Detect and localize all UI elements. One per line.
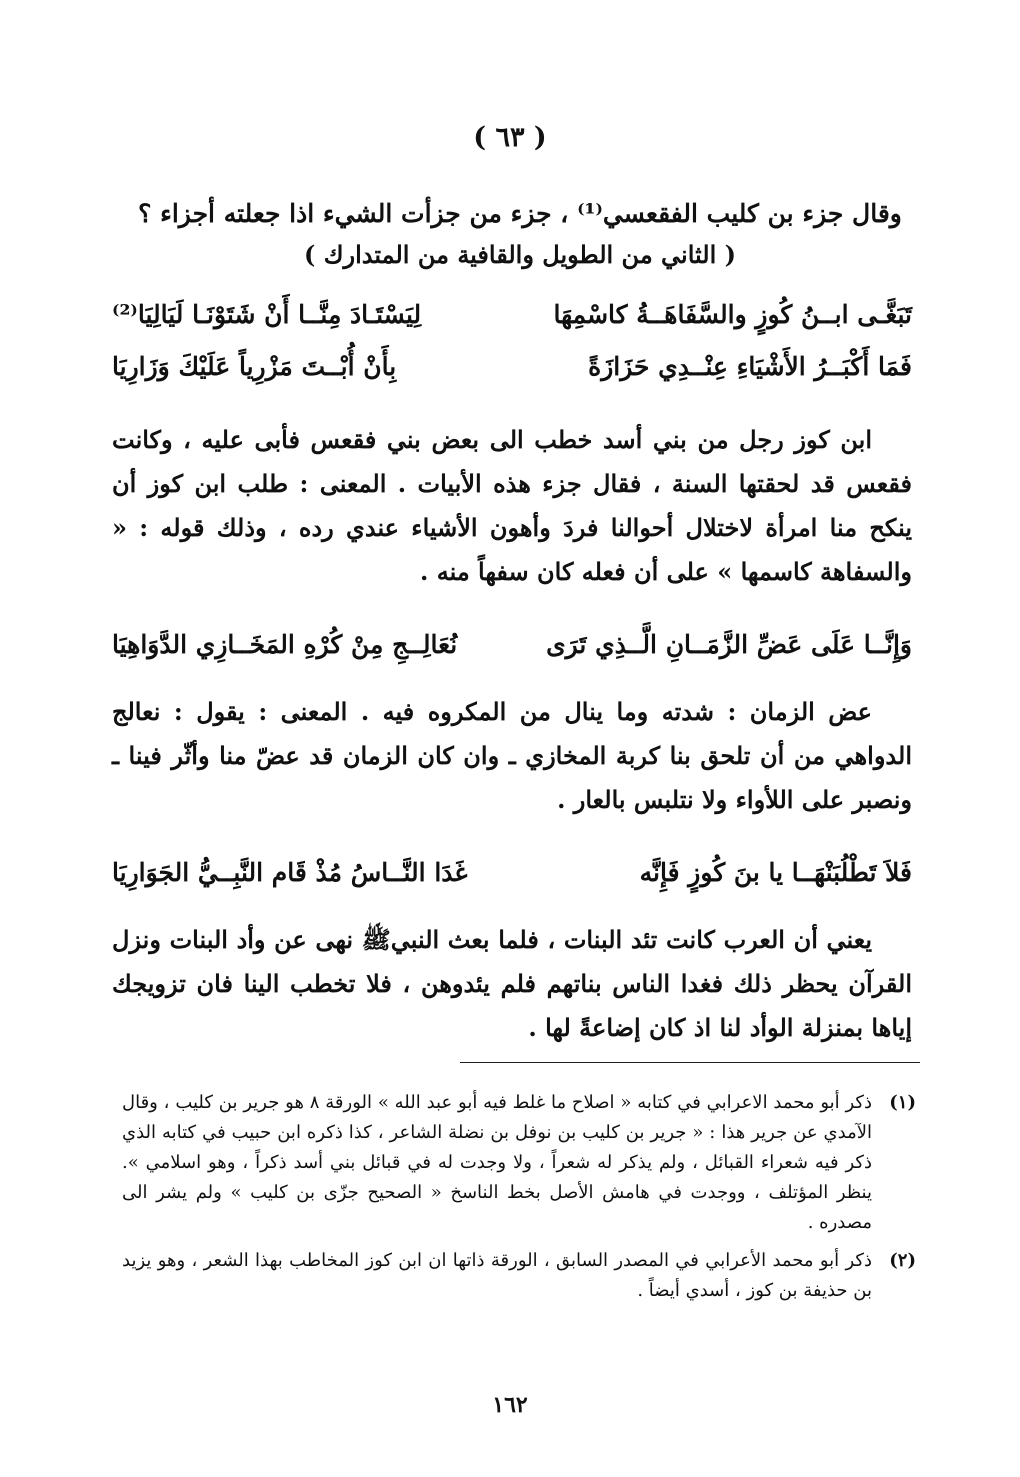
footnotes <box>122 1088 916 1314</box>
verse-4-second-hemistich: غَدَا النَّــاسُ مُذْ قَام النَّبِــيُّ الجَوَارِيَا <box>112 858 468 887</box>
commentary-paragraph-1 <box>112 418 912 594</box>
footnote-marker: (٢) <box>889 1250 916 1271</box>
commentary-text: ابن كوز رجل من بني أسد خطب الى بعض بني فقعس فأبى عليه ، وكانت فقعس قد لحقتها السنة ، فقال جزء هذه الأبيات . المعنى : طلب ابن كوز أن ينكح منا امرأة لاختلال أحوالنا فردَ وأهون الأشياء عندي رده ، وذلك قوله : « والسفاهة كاسمها » على أن فعله كان سفهاً منه . <box>112 425 913 586</box>
footnote-1 <box>122 1088 916 1238</box>
commentary-paragraph-3 <box>112 918 912 1050</box>
section-number: ( ٦٣ ) <box>473 122 547 153</box>
verse-3-first-hemistich: وَإِنَّــا عَلَى عَضِّ الزَّمَــانِ الَّــذِي تَرَى <box>546 630 912 659</box>
commentary-paragraph-2 <box>112 690 912 822</box>
verse-1-second-hemistich: لِيَسْتَـادَ مِنَّــا أَنْ شَتَوْنَـا لَيَالِيَا⁽²⁾ <box>112 300 422 329</box>
footnote-2 <box>122 1246 916 1306</box>
verse-1 <box>112 300 912 344</box>
page-number: ١٦٢ <box>492 1392 528 1418</box>
verse-2-second-hemistich: بِأَنْ أُبْــتَ مَزْرِياً عَلَيْكَ وَزَارِيَا <box>112 352 397 381</box>
commentary-text: عض الزمان : شدته وما ينال من المكروه فيه . المعنى : يقول : نعالج الدواهي من أن تلحق بنا كربة المخازي ـ وان كان الزمان قد عضّ منا وأثّر فينا ـ ونصبر على اللأواء ولا نتلبس بالعار . <box>112 697 912 814</box>
verse-1-first-hemistich: تَبَغَّـى ابــنُ كُوزٍ والسَّفَاهَــةُ كاسْمِهَا <box>553 300 912 329</box>
footnote-text: ذكر أبو محمد الأعرابي في المصدر السابق ، الورقة ذاتها ان ابن كوز المخاطب بهذا الشعر ، وهو يزيد بن حذيفة بن كوز ، أسدي أيضاً . <box>122 1250 872 1301</box>
footnote-marker: (١) <box>889 1092 916 1113</box>
footnote-divider <box>460 1062 920 1063</box>
verse-3-second-hemistich: نُعَالِــجِ مِنْ كُرْهِ المَخَــازِي الدَّوَاهِيَا <box>112 630 458 659</box>
commentary-text: يعني أن العرب كانت تئد البنات ، فلما بعث النبيﷺ نهى عن وأد البنات ونزل القرآن يحظر ذلك فغدا الناس بناتهم فلم يئدوهن ، فلا تخطب الينا فان تزويجك إياها بمنزلة الوأد لنا اذ كان إضاعةً لها . <box>112 925 912 1042</box>
poem-introduction: وقال جزء بن كليب الفقعسي⁽¹⁾ ، جزء من جزأت الشيء اذا جعلته أجزاء ؟ <box>138 199 902 228</box>
verse-4-first-hemistich: فَلاَ تَطْلُبَنْهَــا يا بنَ كُوزٍ فَإِنَّه <box>639 858 912 887</box>
verse-4 <box>112 858 912 902</box>
footnote-text: ذكر أبو محمد الاعرابي في كتابه « اصلاح ما غلط فيه أبو عبد الله » الورقة ٨ هو جرير بن كليب ، وقال الآمدي عن جرير هذا : « جرير بن كليب بن نوفل بن نضلة الشاعر ، كذا ذكره ابن حبيب في كتابه الذي ذكر فيه شعراء القبائل ، ولم يذكر له شعراً ، ولا وجدت له في قبائل بني أسد ذكراً ، وهو اسلامي ». ينظر المؤتلف ، ووجدت في هامش الأصل بخط الناسخ « الصحيح جزّى بن كليب » ولم يشر الى مصدره . <box>122 1092 872 1233</box>
meter-note: ( الثاني من الطويل والقافية من المتدارك ) <box>304 240 736 269</box>
verse-3 <box>112 630 912 674</box>
verse-2-first-hemistich: فَمَا أَكْبَــرُ الأَشْيَاءِ عِنْــدِي حَزَازَةً <box>588 352 912 381</box>
verse-2 <box>112 352 912 396</box>
